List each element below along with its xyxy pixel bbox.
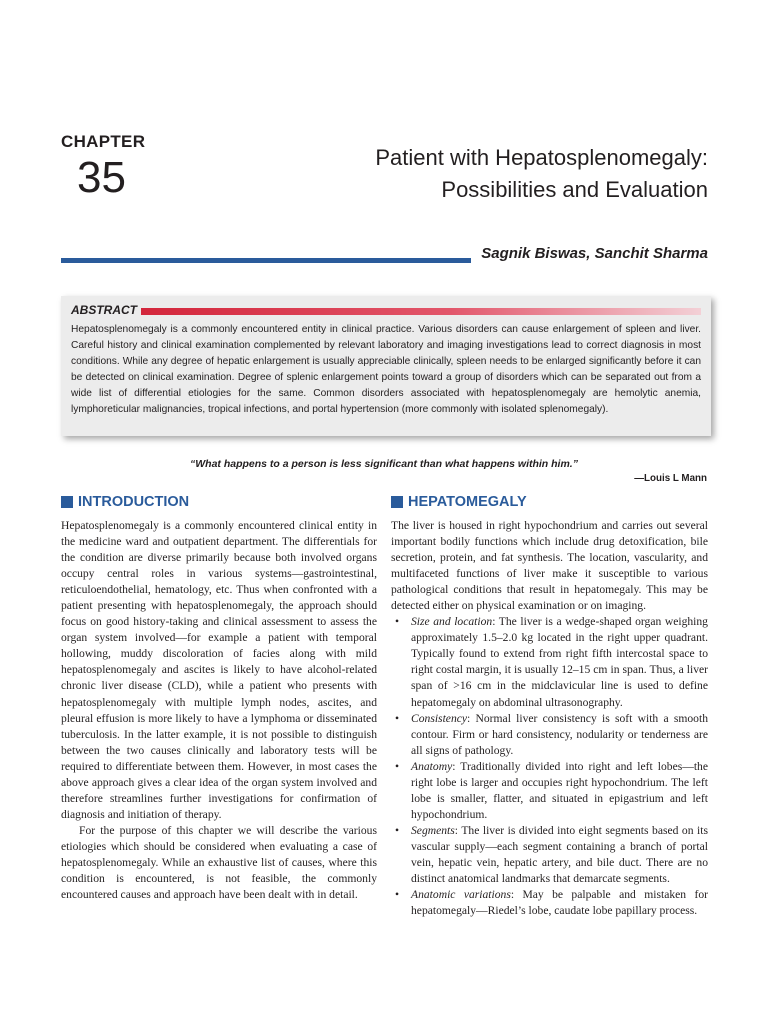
abstract-text: Hepatosplenomegaly is a commonly encountered entity in clinical practice. Various disorders can cause enlargement of spleen and liver. Careful history and clinical examination complemented by relevant laboratory and imaging investigations lead to correct diagnosis in most conditions. While any degree of hepatic enlargement is usually appreciable clinically, spleen needs to be enlarged significantly before it can be detected on clinical examination. Degree of splenic enlargement points toward a group of disorders which can be separated out from a wide list of differential etiologies for the same. Common disorders associated with hepatosplenomegaly are hemolytic anemia, lymphoreticular malignancies, tropical infections, and portal hypertension (more commonly with isolated splenomegaly). [71,324,701,415]
chapter-number: 35 [77,153,126,202]
bullet-text: : Traditionally divided into right and left lobes—the right lobe is larger and occupies right hypochondrium. The left lobe is smaller, flatter, and situated in epigastrium and left hypochondrium. [411,759,708,821]
epigraph-author: —Louis L Mann [634,473,707,484]
bullet-icon: • [395,615,400,629]
chapter-title-line-1: Patient with Hepatosplenomegaly: [375,145,708,170]
hepatomegaly-heading-label: HEPATOMEGALY [408,494,527,510]
chapter-label: CHAPTER [61,132,146,151]
chapter-title [288,142,708,206]
abstract-box [61,296,711,436]
hepatomegaly-bullet-list [391,614,708,919]
section-square-icon [61,496,73,508]
bullet-term: Segments [411,823,455,837]
list-item [391,711,708,759]
abstract-heading: ABSTRACT [71,303,137,317]
bullet-icon: • [395,823,400,837]
list-item [391,614,708,710]
hepatomegaly-paragraph: The liver is housed in right hypochondrium and carries out several important bodily functions which include drug detoxification, bile secretion, protein, and fat synthesis. The location, vascularity, and multifaceted functions of liver make it susceptible to various pathological conditions that result in hepatomegaly. This may be detected either on physical examination or on imaging. [391,519,708,613]
bullet-term: Size and location [411,615,493,629]
bullet-term: Anatomy [411,759,453,773]
bullet-text: : The liver is divided into eight segments based on its vascular supply—each segment containing a branch of portal vein, hepatic vein, hepatic artery, and bile duct. There are no distinct anatomical landmarks that demarcate segments. [411,823,708,886]
introduction-heading-label: INTRODUCTION [78,494,190,510]
bullet-text: : Normal liver consistency is soft with a smooth contour. Firm or hard consistency, nodularity or tenderness are all signs of pathology. [411,711,708,757]
author-divider [61,258,471,263]
bullet-icon: • [395,711,400,725]
hepatomegaly-heading [391,492,708,512]
bullet-icon: • [395,888,400,902]
introduction-paragraph-2: For the purpose of this chapter we will describe the various etiologies which should be considered when evaluating a case of hepatosplenomegaly. While an exhaustive list of causes, where this condition is encountered, is not feasible, the commonly encountered causes and approach have been dealt with in detail. [61,823,377,902]
epigraph-quote: “What happens to a person is less significant than what happens within him.” [190,458,578,470]
abstract-divider [141,308,701,315]
list-item [391,759,708,823]
left-column [61,492,377,903]
list-item [391,887,708,919]
authors: Sagnik Biswas, Sanchit Sharma [481,245,708,262]
bullet-text: : The liver is a wedge-shaped organ weighing approximately 1.5–2.0 kg located in the right upper quadrant. Typically found to extend from right fifth intercostal space to right costal margin, it is usually 12–15 cm in span. Thus, a liver span of >16 cm in the midclavicular line is used to define hepatomegaly on abdominal ultrasonography. [411,615,708,709]
right-column [391,492,708,919]
section-square-icon [391,496,403,508]
list-item [391,823,708,887]
introduction-heading [61,492,377,512]
chapter-title-line-2: Possibilities and Evaluation [441,177,708,202]
introduction-paragraph-1: Hepatosplenomegaly is a commonly encountered clinical entity in the medicine ward and outpatient department. The differentials for the condition are diverse primarily because both involved organs occupy central roles in various systems—gastrointestinal, reticuloendothelial, hematology, etc. Thus when confronted with a patient presenting with hepatosplenomegaly, the approach should focus on good history-taking and clinical assessment to assess the organ system involved—for example a patient with temporal hollowing, muddy discoloration of facies along with mild hepatosplenomegaly and ascites is likely to have alcohol-related chronic liver disease (CLD), while a patient who presents with hepatosplenomegaly with multiple lymph nodes, ascites, and pleural effusion is more likely to have a lymphoma or disseminated tuberculosis. In the latter example, it is not possible to distinguish between the two causes clinically and laboratory tests will be required to differentiate between them. However, in most cases the above approach gives a clear idea of the organ system involved and therefore streamlines further investigations for confirmation of diagnosis and initiation of therapy. [61,519,377,821]
bullet-term: Consistency [411,711,468,725]
bullet-icon: • [395,759,400,773]
bullet-term: Anatomic variations [411,888,511,902]
bullet-text: : May be palpable and mistaken for hepatomegaly—Riedel’s lobe, caudate lobe papillary process. [411,888,708,918]
